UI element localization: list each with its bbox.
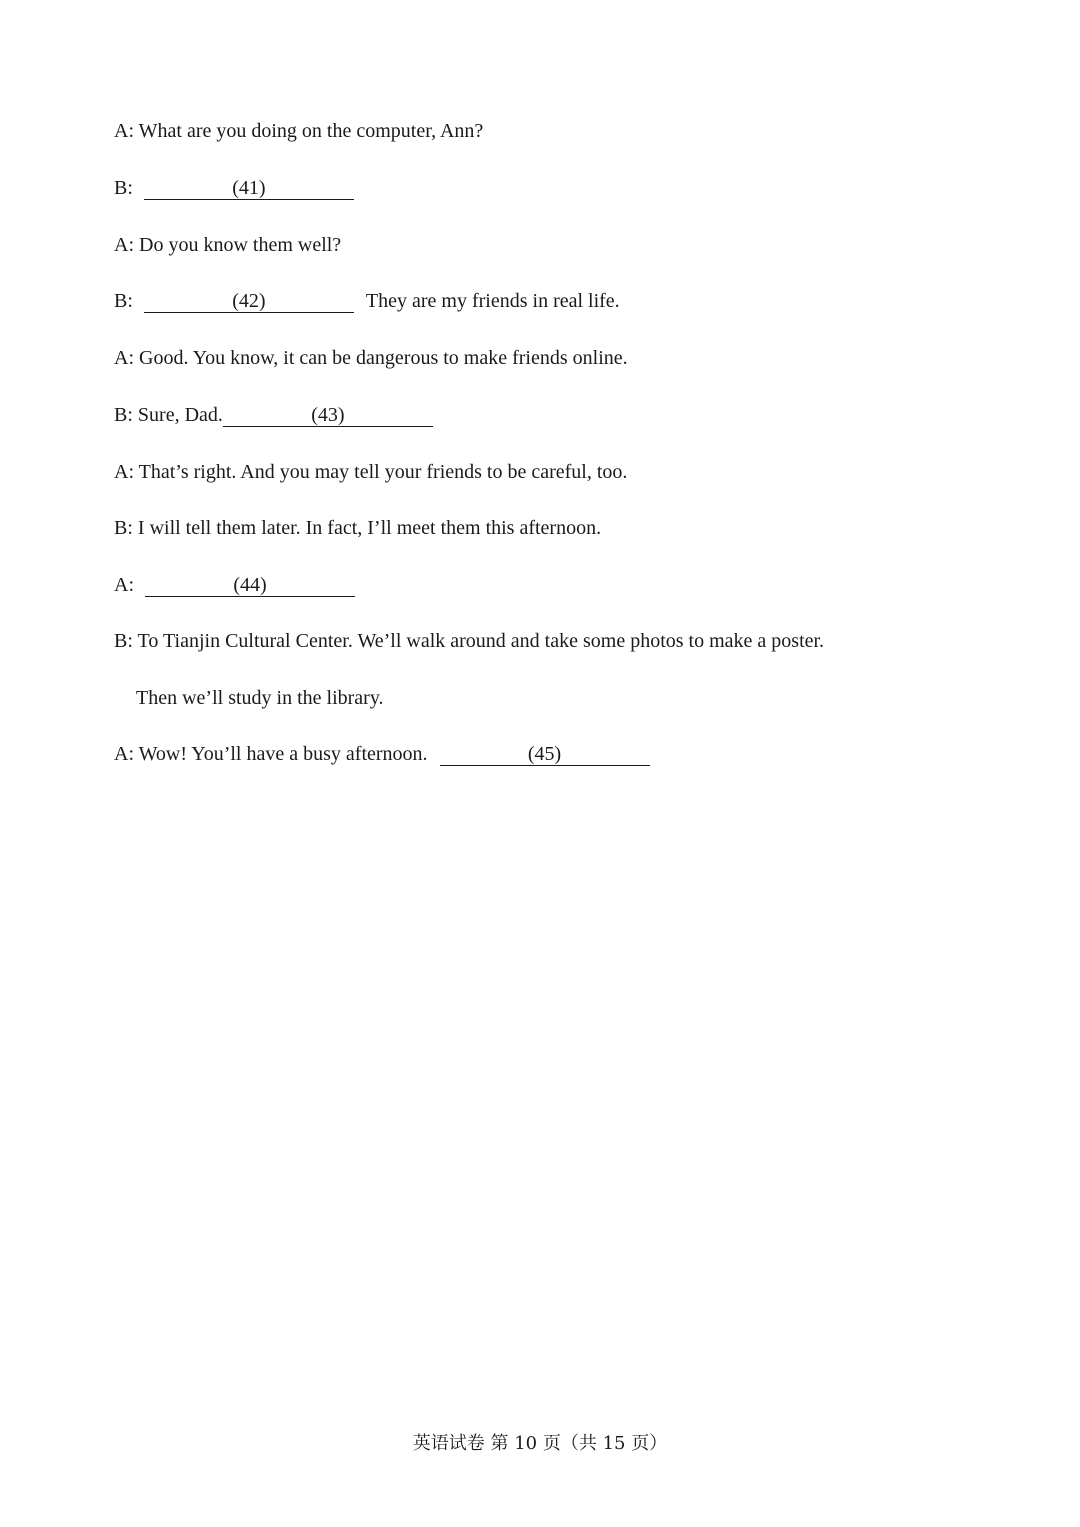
line-text: They are my friends in real life. xyxy=(365,290,620,312)
answer-blank-45[interactable]: (45) xyxy=(440,744,650,766)
speaker-label: A: xyxy=(114,234,134,256)
line-text: Then we’ll study in the library. xyxy=(136,687,384,709)
dialogue-line-4 xyxy=(114,289,620,313)
answer-blank-43[interactable]: (43) xyxy=(223,405,433,427)
line-text: To Tianjin Cultural Center. We’ll walk around and take some photos to make a poster. xyxy=(137,630,825,652)
speaker-label: B: xyxy=(114,630,133,652)
speaker-label: A: xyxy=(114,574,134,596)
line-text: Do you know them well? xyxy=(139,234,342,256)
line-text: That’s right. And you may tell your friends to be careful, too. xyxy=(138,461,628,483)
dialogue-line-9 xyxy=(114,573,355,597)
dialogue-line-12 xyxy=(114,742,650,766)
dialogue-line-11 xyxy=(136,686,384,710)
speaker-label: B: xyxy=(114,517,133,539)
speaker-label: B: xyxy=(114,404,133,426)
line-text: Good. You know, it can be dangerous to make friends online. xyxy=(139,347,628,369)
speaker-label: A: xyxy=(114,120,134,142)
dialogue-line-6 xyxy=(114,403,433,427)
line-text: I will tell them later. In fact, I’ll meet them this afternoon. xyxy=(137,517,602,539)
speaker-label: B: xyxy=(114,177,133,199)
dialogue-line-1 xyxy=(114,119,483,143)
speaker-label: B: xyxy=(114,290,133,312)
line-text: Sure, Dad. xyxy=(137,404,223,426)
page-footer: 英语试卷 第 10 页（共 15 页） xyxy=(412,1433,668,1454)
speaker-label: A: xyxy=(114,461,134,483)
dialogue-line-10 xyxy=(114,629,824,653)
speaker-label: A: xyxy=(114,347,134,369)
dialogue-line-3 xyxy=(114,233,341,257)
dialogue-line-7 xyxy=(114,460,627,484)
line-text: What are you doing on the computer, Ann? xyxy=(138,120,484,142)
answer-blank-44[interactable]: (44) xyxy=(145,575,355,597)
dialogue-line-8 xyxy=(114,516,601,540)
dialogue-line-5 xyxy=(114,346,628,370)
speaker-label: A: xyxy=(114,743,134,765)
line-text: Wow! You’ll have a busy afternoon. xyxy=(138,743,428,765)
answer-blank-42[interactable]: (42) xyxy=(144,291,354,313)
answer-blank-41[interactable]: (41) xyxy=(144,178,354,200)
dialogue-line-2 xyxy=(114,176,354,200)
